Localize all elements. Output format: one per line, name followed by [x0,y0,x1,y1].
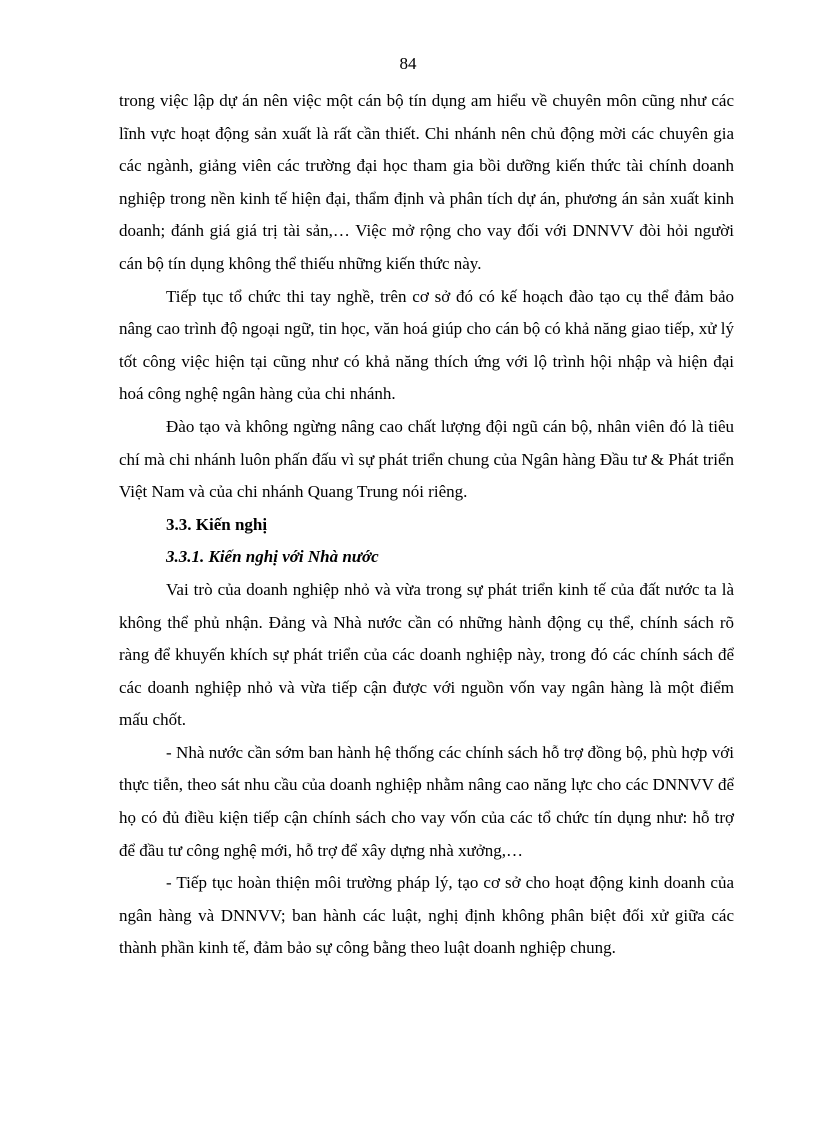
paragraph-sme-role: Vai trò của doanh nghiệp nhỏ và vừa trong sự phát triển kinh tế của đất nước ta là không thể phủ nhận. Đảng và Nhà nước cần có những hành động cụ thể, chính sách rõ ràng để khuyến khích sự phát triển của các doanh nghiệp này, trong đó các chính sách để các doanh nghiệp nhỏ và vừa tiếp cận được với nguồn vốn vay ngân hàng là một điểm mấu chốt. [119,579,734,730]
subsection-heading: 3.3.1. Kiến nghị với Nhà nước [166,547,379,567]
paragraph-continuation: trong việc lập dự án nên việc một cán bộ tín dụng am hiểu về chuyên môn cũng như các lĩnh vực hoạt động sản xuất là rất cần thiết. Chi nhánh nên chủ động mời các chuyên gia các ngành, giảng viên các trường đại học tham gia bồi dưỡng kiến thức tài chính doanh nghiệp trong nền kinh tế hiện đại, thẩm định và phân tích dự án, phương án sản xuất kinh doanh; đánh giá giá trị tài sản,… Việc mở rộng cho vay đối với DNNVV đòi hỏi người cán bộ tín dụng không thể thiếu những kiến thức này. [119,91,734,273]
section-heading: 3.3. Kiến nghị [166,514,268,534]
paragraph-training-skills: Tiếp tục tổ chức thi tay nghề, trên cơ sở đó có kế hoạch đào tạo cụ thể đảm bảo nâng cao trình độ ngoại ngữ, tin học, văn hoá giúp cho cán bộ có khả năng giao tiếp, xử lý tốt công việc hiện tại cũng như có khả năng thích ứng với lộ trình hội nhập và hiện đại hoá công nghệ ngân hàng của chi nhánh. [119,286,734,404]
page-number: 84 [399,54,417,73]
document-body [119,85,734,965]
paragraph-support-policies: - Nhà nước cần sớm ban hành hệ thống các chính sách hỗ trợ đồng bộ, phù hợp với thực tiễn, theo sát nhu cầu của doanh nghiệp nhằm nâng cao năng lực cho các DNNVV để họ có đủ điều kiện tiếp cận chính sách cho vay vốn của các tổ chức tín dụng như: hỗ trợ để đầu tư công nghệ mới, hỗ trợ để xây dựng nhà xưởng,… [119,742,734,860]
paragraph-legal-environment: - Tiếp tục hoàn thiện môi trường pháp lý, tạo cơ sở cho hoạt động kinh doanh của ngân hàng và DNNVV; ban hành các luật, nghị định không phân biệt đối xử giữa các thành phần kinh tế, đảm bảo sự công bằng theo luật doanh nghiệp chung. [119,873,734,958]
paragraph-staff-quality: Đào tạo và không ngừng nâng cao chất lượng đội ngũ cán bộ, nhân viên đó là tiêu chí mà chi nhánh luôn phấn đấu vì sự phát triển chung của Ngân hàng Đầu tư & Phát triển Việt Nam và của chi nhánh Quang Trung nói riêng. [119,416,734,502]
